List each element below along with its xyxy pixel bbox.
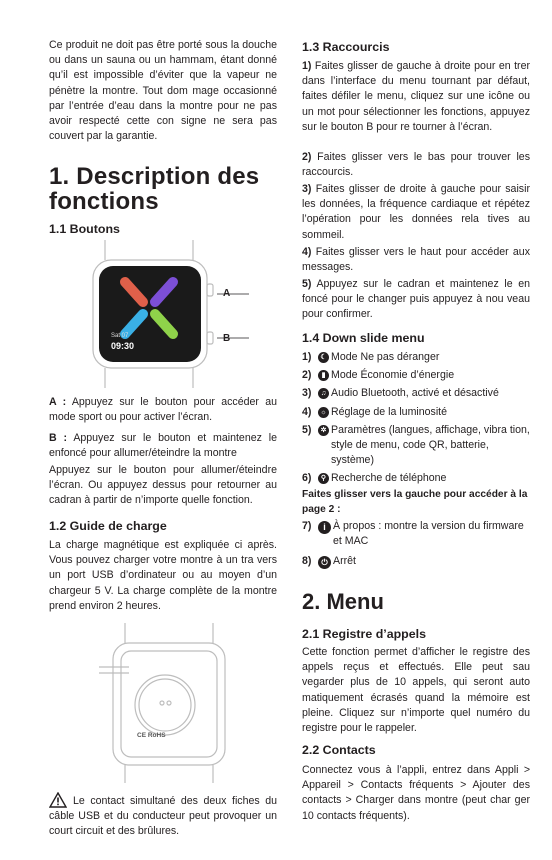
button-b-label: B (223, 333, 231, 344)
down-slide-item-1 (302, 350, 530, 365)
down-slide-item-5 (302, 423, 530, 469)
shortcut-num-4: 4) (302, 246, 312, 258)
page2-num-7: 7) (302, 520, 312, 532)
menu-title: 2. Menu (302, 589, 384, 614)
down-slide-list (302, 350, 530, 487)
button-a-text: Appuyez sur le bouton pour accéder au mode sport ou pour activer l’écran. (49, 396, 277, 424)
settings-gear-icon: ✲ (318, 425, 329, 436)
button-b-key: B : (49, 432, 68, 444)
shortcut-num-1: 1) (302, 60, 312, 72)
battery-icon: ▮ (318, 370, 329, 381)
shortcuts-heading: 1.3 Raccourcis (302, 40, 390, 54)
down-slide-num-1: 1) (302, 351, 312, 363)
button-a-description (49, 395, 277, 425)
screen-toggle-description: Appuyez sur le bouton pour allumer/éteindre l’écran. Ou appuyez dessus pour retourner au cadran à partir de n’importe quelle fonction. (49, 464, 277, 507)
page2-note: Faites glisser vers la gauche pour accéder à la page 2 : (302, 489, 528, 515)
watch-date: Sat 07 (111, 333, 129, 339)
page2-text-8: Arrêt (333, 555, 356, 568)
watch-time: 09:30 (111, 341, 135, 351)
shortcut-num-2: 2) (302, 151, 312, 163)
down-slide-num-2: 2) (302, 369, 312, 382)
down-slide-text-1: Mode Ne pas déranger (331, 351, 440, 363)
shortcut-item-5 (302, 277, 530, 323)
shortcut-item-3 (302, 182, 530, 243)
shortcut-num-5: 5) (302, 278, 312, 290)
info-icon: i (318, 521, 331, 534)
down-slide-item-4 (302, 405, 530, 420)
button-b-description (49, 431, 277, 461)
warning-text: Le contact simultané des deux fiches du câble USB et du conducteur peut provoquer un court circuit et des brûlures. (49, 795, 277, 838)
page2-list (302, 519, 530, 570)
down-slide-text-5: Paramètres (langues, affichage, vibra tion, style de menu, code QR, batterie, système) (331, 423, 530, 467)
contacts-paragraph: Connectez vous à l’appli, entrez dans Appli > Appareil > Contacts fréquents > Ajouter des contacts > Charger dans montre (peut char ger 10 contacts fréquents). (302, 764, 530, 822)
shortcut-text-5: Appuyez sur le cadran et maintenez le en foncé pour le changer puis appuyez à nou veau pour confirmer. (302, 278, 530, 321)
calls-paragraph: Cette fonction permet d’afficher le registre des appels reçus et effectués. Elle peut sau vegarder plus de 10 appels, qui seront auto matiquement écrasés quand la mémoire est pleine. Cliquez sur n’importe quel numéro du registre pour le rappeler. (302, 646, 530, 735)
calls-heading: 2.1 Registre d’appels (302, 627, 426, 641)
power-icon: ⏻ (318, 556, 331, 569)
shortcut-text-3: Faites glisser de droite à gauche pour saisir les données, la fréquence cardiaque et répétez l’opération pour les données rela tives au sommeil. (302, 183, 530, 241)
down-slide-num-5: 5) (302, 423, 312, 436)
page2-item-8 (302, 554, 530, 569)
page2-text-7: À propos : montre la version du firmware et MAC (333, 520, 524, 548)
phone-search-icon: ⚲ (318, 473, 329, 484)
shortcut-text-2: Faites glisser vers le bas pour trouver les raccourcis. (302, 151, 530, 179)
down-slide-text-2: Mode Économie d’énergie (331, 369, 455, 382)
charge-paragraph: La charge magnétique est expliquée ci après. Vous pouvez charger votre montre à un tra vers un port USB d’ordinateur ou au moyen d’un chargeur 5 V. La charge complète de la montre prend environ 2 heures. (49, 539, 277, 612)
charge-heading: 1.2 Guide de charge (49, 519, 167, 533)
section-1-title (49, 164, 289, 214)
button-b-text: Appuyez sur le bouton et maintenez le enfoncé pour allumer/éteindre la montre (49, 432, 277, 460)
watch-illustration (89, 240, 249, 390)
contacts-heading: 2.2 Contacts (302, 743, 376, 757)
down-slide-item-6 (302, 471, 530, 486)
down-slide-text-6: Recherche de téléphone (331, 472, 447, 485)
down-slide-text-3: Audio Bluetooth, activé et désactivé (331, 387, 499, 400)
shortcut-item-4 (302, 245, 530, 275)
section-1-title-line1: 1. Description des (49, 163, 260, 190)
shortcut-text-4: Faites glisser vers le haut pour accéder aux messages. (302, 246, 530, 274)
charger-certification-mark: CE RoHS (137, 732, 166, 739)
headphones-icon: ♫ (318, 388, 329, 399)
shortcut-text-1: Faites glisser de gauche à droite pour en trer dans l’interface du menu tournant par défaut, faites défiler le menu, cliquez sur une icône ou un mot pour sélectionner les fonctions, appuyez sur le bouton B pour re tourner à l’écran. (302, 60, 530, 133)
intro-paragraph: Ce produit ne doit pas être porté sous la douche ou dans un sauna ou un hammam, étant donné qu’il est impossible d’éviter que la vapeur ne pénètre la montre. Tout dom mage occasionné par l’entrée d’eau dans la montre pour ne pas avoir respecté cette con signe ne sera pas couvert par la garantie. (49, 39, 277, 143)
moon-icon: ☾ (318, 352, 329, 363)
button-a-label: A (223, 288, 231, 299)
charger-illustration (99, 623, 239, 783)
shortcut-item-1 (302, 59, 530, 135)
page2-num-8: 8) (302, 555, 312, 568)
down-slide-text-4: Réglage de la luminosité (331, 405, 448, 418)
brightness-icon: ☼ (318, 407, 329, 418)
section-1-title-line2: fonctions (49, 188, 159, 215)
down-slide-item-2 (302, 368, 530, 383)
shortcut-num-3: 3) (302, 183, 312, 195)
buttons-heading: 1.1 Boutons (49, 222, 120, 236)
page2-item-7 (302, 519, 530, 549)
down-slide-num-6: 6) (302, 472, 312, 485)
shortcut-item-2 (302, 150, 530, 180)
down-slide-num-3: 3) (302, 387, 312, 400)
down-slide-item-3 (302, 386, 530, 401)
button-a-key: A : (49, 396, 67, 408)
down-slide-num-4: 4) (302, 405, 312, 418)
down-slide-heading: 1.4 Down slide menu (302, 331, 425, 345)
